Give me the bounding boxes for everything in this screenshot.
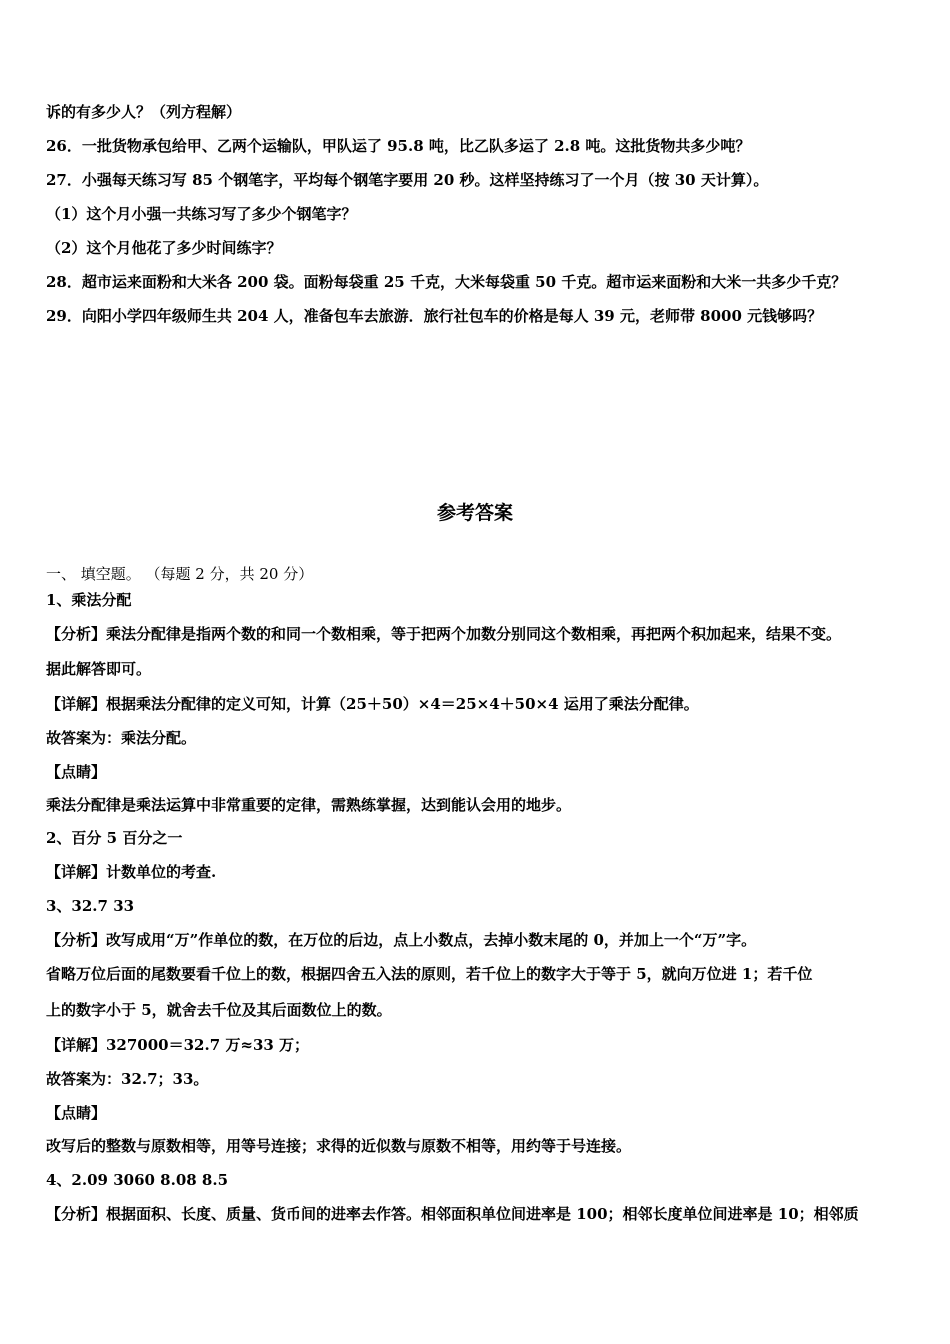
answer-1: 1、乘法分配	[46, 591, 132, 609]
answer-1-analysis-cont: 据此解答即可。	[46, 660, 152, 678]
question-27: 27．小强每天练习写 85 个钢笔字，平均每个钢笔字要用 20 秒。这样坚持练习了一个月（按 30 天计算）。	[46, 171, 769, 189]
answer-3: 3、32.7 33	[46, 897, 135, 915]
question-26: 26．一批货物承包给甲、乙两个运输队，甲队运了 95.8 吨，比乙队多运了 2.8 吨。这批货物共多少吨？	[46, 137, 751, 155]
answer-1-detail: 【详解】根据乘法分配律的定义可知，计算（25＋50）×4＝25×4＋50×4 运用了乘法分配律。	[46, 695, 699, 713]
answer-3-analysis-cont-2: 上的数字小于 5，就舍去千位及其后面数位上的数。	[46, 1001, 392, 1019]
answer-1-answer: 故答案为：乘法分配。	[46, 729, 197, 747]
answer-1-comment: 乘法分配律是乘法运算中非常重要的定律，需熟练掌握，达到能认会用的地步。	[46, 796, 572, 814]
answer-3-detail: 【详解】327000＝32.7 万≈33 万；	[46, 1036, 310, 1054]
answer-3-comment: 改写后的整数与原数相等，用等号连接；求得的近似数与原数不相等，用约等于号连接。	[46, 1137, 632, 1155]
answer-4-analysis: 【分析】根据面积、长度、质量、货币间的进率去作答。相邻面积单位间进率是 100；相邻长度单位间进率是 10；相邻质	[46, 1205, 859, 1223]
question-25-tail: 诉的有多少人？（列方程解）	[46, 103, 242, 121]
answer-1-analysis: 【分析】乘法分配律是指两个数的和同一个数相乘，等于把两个加数分别同这个数相乘，再把两个积加起来，结果不变。	[46, 625, 842, 643]
question-28: 28．超市运来面粉和大米各 200 袋。面粉每袋重 25 千克，大米每袋重 50 千克。超市运来面粉和大米一共多少千克？	[46, 273, 847, 291]
answer-2: 2、百分 5 百分之一	[46, 829, 183, 847]
answer-3-answer: 故答案为：32.7；33。	[46, 1070, 209, 1088]
question-27-part-2: （2）这个月他花了多少时间练字？	[46, 239, 282, 257]
question-29: 29．向阳小学四年级师生共 204 人，准备包车去旅游．旅行社包车的价格是每人 39 元，老师带 8000 元钱够吗？	[46, 307, 823, 325]
answers-title: 参考答案	[436, 502, 513, 524]
answer-3-comment-head: 【点睛】	[46, 1104, 107, 1122]
answer-1-comment-head: 【点睛】	[46, 763, 107, 781]
answer-3-analysis: 【分析】改写成用“万”作单位的数，在万位的后边，点上小数点，去掉小数末尾的 0，并加上一个“万”字。	[46, 931, 757, 949]
answer-3-analysis-cont: 省略万位后面的尾数要看千位上的数，根据四舍五入法的原则，若千位上的数字大于等于 5，就向万位进 1；若千位	[46, 965, 813, 983]
section-heading: 一、 填空题。 （每题 2 分，共 20 分）	[46, 565, 314, 583]
question-27-part-1: （1）这个月小强一共练习写了多少个钢笔字？	[46, 205, 357, 223]
answer-4: 4、2.09 3060 8.08 8.5	[46, 1171, 229, 1189]
answer-2-detail: 【详解】计数单位的考查.	[46, 863, 217, 881]
